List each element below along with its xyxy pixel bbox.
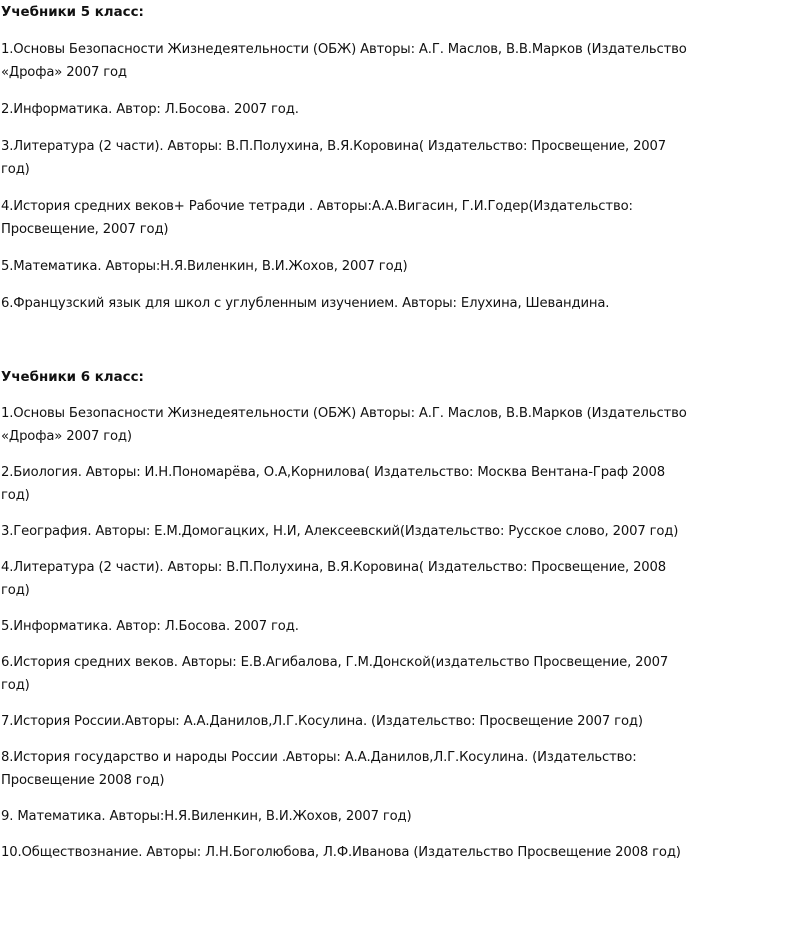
section-grade-6	[1, 365, 691, 864]
textbook-item: 5.Математика. Авторы:Н.Я.Виленкин, В.И.Жохов, 2007 год)	[1, 259, 408, 274]
textbook-item: 4.Литература (2 части). Авторы: В.П.Полухина, В.Я.Коровина( Издательство: Просвещение, 2008 год)	[1, 560, 667, 598]
textbook-item: 10.Обществознание. Авторы: Л.Н.Боголюбова, Л.Ф.Иванова (Издательство Просвещение 2008 год)	[1, 845, 681, 860]
textbook-item: 1.Основы Безопасности Жизнедеятельности (ОБЖ) Авторы: А.Г. Маслов, В.В.Марков (Издательство «Дрофа» 2007 год	[1, 42, 687, 80]
textbook-item: 9. Математика. Авторы:Н.Я.Виленкин, В.И.Жохов, 2007 год)	[1, 809, 412, 824]
textbook-item: 3.Литература (2 части). Авторы: В.П.Полухина, В.Я.Коровина( Издательство: Просвещение, 2007 год)	[1, 139, 667, 177]
textbook-item: 8.История государство и народы России .Авторы: А.А.Данилов,Л.Г.Косулина. (Издательство: Просвещение 2008 год)	[1, 750, 637, 788]
textbook-item: 5.Информатика. Автор: Л.Босова. 2007 год.	[1, 619, 299, 634]
textbook-item: 7.История России.Авторы: А.А.Данилов,Л.Г.Косулина. (Издательство: Просвещение 2007 год)	[1, 714, 643, 729]
section-heading-grade-6: Учебники 6 класс:	[1, 370, 144, 385]
textbook-item: 6.Французский язык для школ с углубленным изучением. Авторы: Елухина, Шевандина.	[1, 296, 610, 311]
textbook-item: 6.История средних веков. Авторы: Е.В.Агибалова, Г.М.Донской(издательство Просвещение, 2007 год)	[1, 655, 669, 693]
document-body	[1, 0, 691, 864]
textbook-item: 1.Основы Безопасности Жизнедеятельности (ОБЖ) Авторы: А.Г. Маслов, В.В.Марков (Издательство «Дрофа» 2007 год)	[1, 406, 687, 444]
textbook-item: 2.Информатика. Автор: Л.Босова. 2007 год.	[1, 102, 299, 117]
section-heading-grade-5: Учебники 5 класс:	[1, 5, 144, 20]
section-grade-5	[1, 0, 691, 315]
textbook-item: 4.История средних веков+ Рабочие тетради . Авторы:А.А.Вигасин, Г.И.Годер(Издательство: Просвещение, 2007 год)	[1, 199, 633, 237]
textbook-item: 3.География. Авторы: Е.М.Домогацких, Н.И, Алексеевский(Издательство: Русское слово, 2007 год)	[1, 524, 679, 539]
textbook-item: 2.Биология. Авторы: И.Н.Пономарёва, О.А,Корнилова( Издательство: Москва Вентана-Граф 2008 год)	[1, 465, 665, 503]
